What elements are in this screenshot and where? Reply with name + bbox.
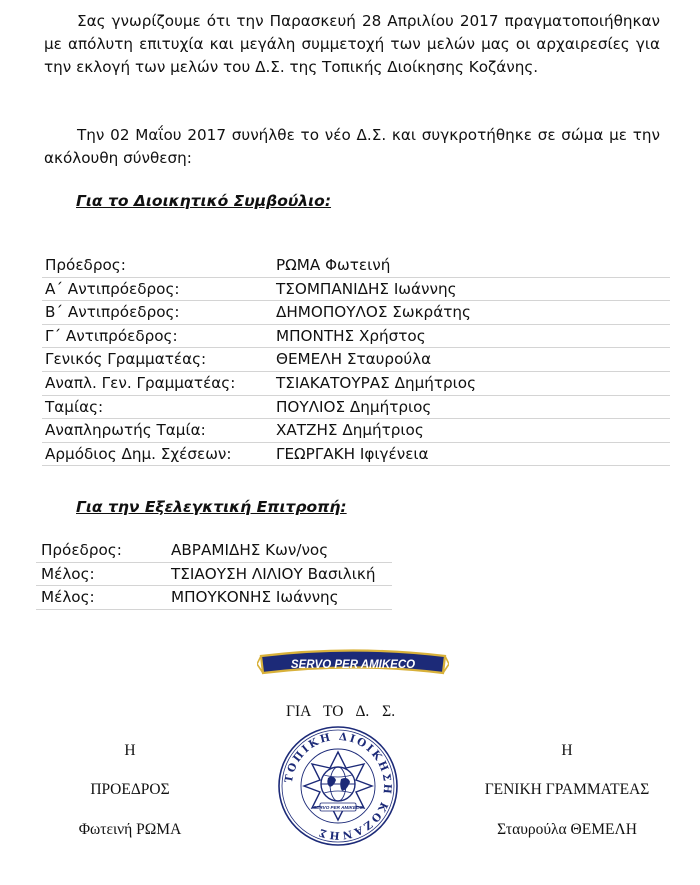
name-cell: ΘΕΜΕΛΗ Σταυρούλα <box>273 348 670 372</box>
role-cell: Β΄ Αντιπρόεδρος: <box>42 301 273 325</box>
name-cell: ΠΟΥΛΙΟΣ Δημήτριος <box>273 395 670 419</box>
role-cell: Α΄ Αντιπρόεδρος: <box>42 277 273 301</box>
seal-inner-text: SERVO PER AMIKECO <box>313 805 363 810</box>
seal-ring-text: ΤΟΠΙΚΗ ΔΙΟΙΚΗΣΗ ΚΟΖΑΝΗΣ <box>282 730 394 842</box>
president-name: Φωτεινή ΡΩΜΑ <box>78 821 182 838</box>
globe-icon <box>321 767 355 801</box>
secretary-article: Η <box>561 742 573 759</box>
name-cell: ΧΑΤΖΗΣ Δημήτριος <box>273 419 670 443</box>
role-cell: Αναπλ. Γεν. Γραμματέας: <box>42 371 273 395</box>
role-cell: Μέλος: <box>36 562 171 586</box>
role-cell: Γ΄ Αντιπρόεδρος: <box>42 324 273 348</box>
name-cell: ΡΩΜΑ Φωτεινή <box>273 254 670 277</box>
role-cell: Πρόεδρος: <box>36 539 171 562</box>
role-cell: Αρμόδιος Δημ. Σχέσεων: <box>42 442 273 466</box>
name-cell: ΜΠΟΥΚΟΝΗΣ Ιωάννης <box>171 586 392 610</box>
audit-table <box>36 539 392 610</box>
role-cell: Ταμίας: <box>42 395 273 419</box>
name-cell: ΑΒΡΑΜΙΔΗΣ Κων/νος <box>171 539 392 562</box>
table-row <box>36 586 392 610</box>
role-cell: Γενικός Γραμματέας: <box>42 348 273 372</box>
president-article: Η <box>124 742 136 759</box>
name-cell: ΜΠΟΝΤΗΣ Χρήστος <box>273 324 670 348</box>
intro-paragraph-1: Σας γνωρίζουμε ότι την Παρασκευή 28 Απριλίου 2017 πραγματοποιήθηκαν με απόλυτη επιτυχία και μεγάλη συμμετοχή των μελών μας οι αρχαιρεσίες για την εκλογή των μελών του Δ.Σ. της Τοπικής Διοίκησης Κοζάνης. <box>44 12 660 76</box>
secretary-name: Σταυρούλα ΘΕΜΕΛΗ <box>497 821 637 838</box>
banner-text: SERVO PER AMIKECO <box>290 659 416 671</box>
board-heading: Για το Διοικητικό Συμβούλιο: <box>76 192 332 210</box>
name-cell: ΔΗΜΟΠΟΥΛΟΣ Σωκράτης <box>273 301 670 325</box>
name-cell: ΓΕΩΡΓΑΚΗ Ιφιγένεια <box>273 442 670 466</box>
audit-heading: Για την Εξελεγκτική Επιτροπή: <box>76 498 347 516</box>
secretary-title: ΓΕΝΙΚΗ ΓΡΑΜΜΑΤΕΑΣ <box>484 781 650 798</box>
for-board-label: ΓΙΑ ΤΟ Δ. Σ. <box>286 703 396 720</box>
board-table <box>42 254 670 466</box>
table-row <box>42 442 670 466</box>
table-row <box>42 348 670 372</box>
table-row <box>42 277 670 301</box>
role-cell: Μέλος: <box>36 586 171 610</box>
table-row <box>42 395 670 419</box>
table-row <box>36 562 392 586</box>
local-administration-seal <box>276 724 400 848</box>
table-row <box>42 371 670 395</box>
role-cell: Αναπληρωτής Ταμία: <box>42 419 273 443</box>
name-cell: ΤΣΙΑΟΥΣΗ ΛΙΛΙΟΥ Βασιλική <box>171 562 392 586</box>
table-row <box>42 254 670 277</box>
table-row <box>42 419 670 443</box>
servo-per-amikeco-banner <box>257 647 449 681</box>
table-row <box>42 301 670 325</box>
table-row <box>36 539 392 562</box>
role-cell: Πρόεδρος: <box>42 254 273 277</box>
name-cell: ΤΣΟΜΠΑΝΙΔΗΣ Ιωάννης <box>273 277 670 301</box>
intro-paragraph-2: Την 02 Μαΐου 2017 συνήλθε το νέο Δ.Σ. και συγκροτήθηκε σε σώμα με την ακόλουθη σύνθεση: <box>44 126 660 167</box>
table-row <box>42 324 670 348</box>
president-title: ΠΡΟΕΔΡΟΣ <box>90 781 170 798</box>
name-cell: ΤΣΙΑΚΑΤΟΥΡΑΣ Δημήτριος <box>273 371 670 395</box>
